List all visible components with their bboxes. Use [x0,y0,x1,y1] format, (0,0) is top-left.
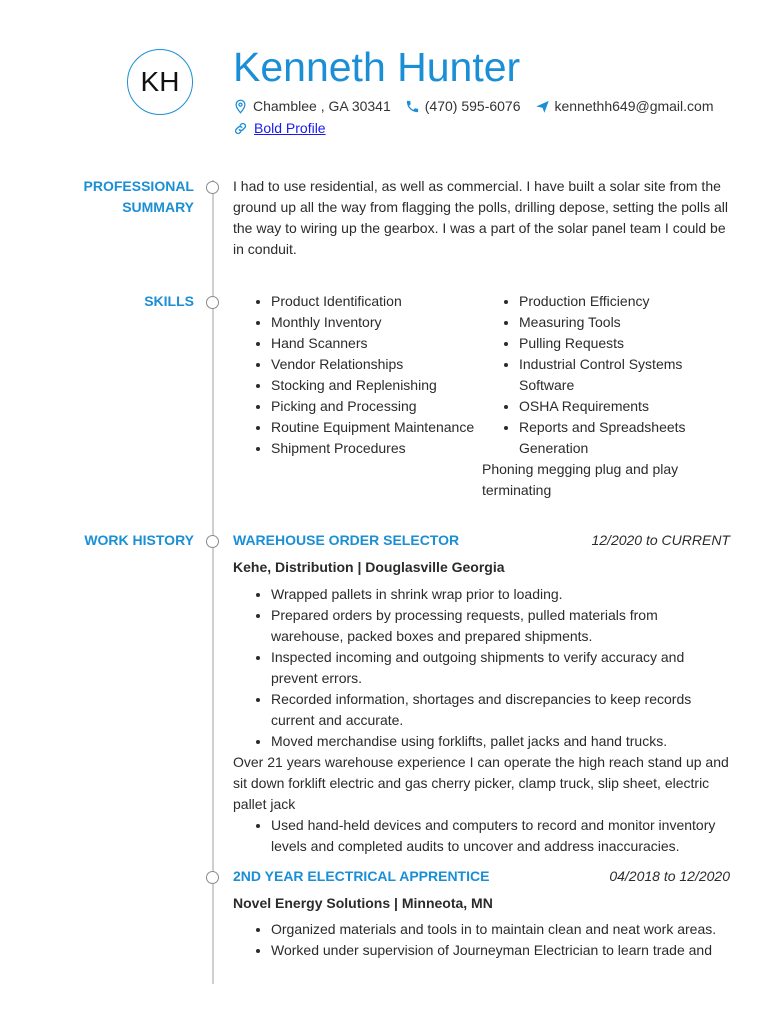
candidate-name: Kenneth Hunter [233,44,521,90]
list-item: • Monthly Inventory [271,312,483,333]
timeline-node-work-1 [206,535,219,548]
job-1-bullets-2 [233,815,733,857]
list-item: • Product Identification [271,291,483,312]
job-dates-2: 04/2018 to 12/2020 [609,868,730,884]
list-item: • Used hand-held devices and computers to record and monitor inventory levels and completed audits to uncover and address inaccuracies. [271,815,733,857]
list-item: • Prepared orders by processing requests, pulled materials from warehouse, packed boxes and prepared shipments. [271,605,733,647]
skills-label: SKILLS [144,293,194,309]
list-item: • OSHA Requirements [519,396,732,417]
skills-right-list [482,291,732,459]
list-item: • Vendor Relationships [271,354,483,375]
list-item: • Industrial Control Systems Software [519,354,732,396]
monogram-avatar [127,49,193,115]
skills-right-column [482,291,732,501]
email-item [535,98,714,114]
timeline-node-summary [206,181,219,194]
send-icon [535,99,550,114]
skills-extra: Phoning megging plug and play terminating [482,461,679,498]
bold-profile-link[interactable]: Bold Profile [254,120,326,136]
list-item: • Shipment Procedures [271,438,483,459]
list-item: • Routine Equipment Maintenance [271,417,483,438]
job-2-bullets [233,919,733,961]
phone-item [405,98,521,114]
list-item: • Worked under supervision of Journeyman Electrician to learn trade and [271,940,733,961]
job-1-paragraph: Over 21 years warehouse experience I can operate the high reach stand up and sit down forklift electric and gas cherry picker, clamp truck, slip sheet, electric pallet jack [233,754,729,812]
timeline-node-skills [206,296,219,309]
initials: KH [140,66,180,97]
summary-text: I had to use residential, as well as commercial. I have built a solar site from the ground up all the way from flagging the polls, drilling depose, setting the polls all the way to wiring up the gearbox. I was a part of the solar panel team I could be in conduit. [233,178,728,257]
list-item: • Reports and Spreadsheets Generation [519,417,732,459]
location-pin-icon [233,99,248,114]
list-item: • Recorded information, shortages and discrepancies to keep records current and accurate. [271,689,733,731]
work-history-label: WORK HISTORY [84,532,194,548]
contact-info [233,98,714,114]
list-item: • Production Efficiency [519,291,732,312]
email-text: kennethh649@gmail.com [554,98,714,114]
list-item: • Stocking and Replenishing [271,375,483,396]
link-icon [233,121,248,136]
job-title-1: WAREHOUSE ORDER SELECTOR [233,532,460,548]
list-item: • Picking and Processing [271,396,483,417]
skills-left-list [233,291,483,459]
skills-left-column [233,291,483,459]
job-body-2 [233,919,733,961]
location-text: Chamblee , GA 30341 [253,98,391,114]
list-item: • Moved merchandise using forklifts, pallet jacks and hand trucks. [271,731,733,752]
company-2: Novel Energy Solutions | Minneota, MN [233,895,493,911]
phone-icon [405,99,420,114]
location-item [233,98,391,114]
list-item: • Wrapped pallets in shrink wrap prior to loading. [271,584,733,605]
summary-label: PROFESSIONAL SUMMARY [83,178,194,215]
profile-link-row [233,120,326,136]
job-title-2: 2ND YEAR ELECTRICAL APPRENTICE [233,868,490,884]
job-body-1 [233,584,733,857]
list-item: • Hand Scanners [271,333,483,354]
timeline-node-work-2 [206,871,219,884]
list-item: • Inspected incoming and outgoing shipments to verify accuracy and prevent errors. [271,647,733,689]
list-item: • Organized materials and tools in to maintain clean and neat work areas. [271,919,733,940]
list-item: • Measuring Tools [519,312,732,333]
company-1: Kehe, Distribution | Douglasville Georgia [233,559,505,575]
list-item: • Pulling Requests [519,333,732,354]
job-dates-1: 12/2020 to CURRENT [591,532,730,548]
phone-text: (470) 595-6076 [424,98,521,114]
job-1-bullets [233,584,733,752]
